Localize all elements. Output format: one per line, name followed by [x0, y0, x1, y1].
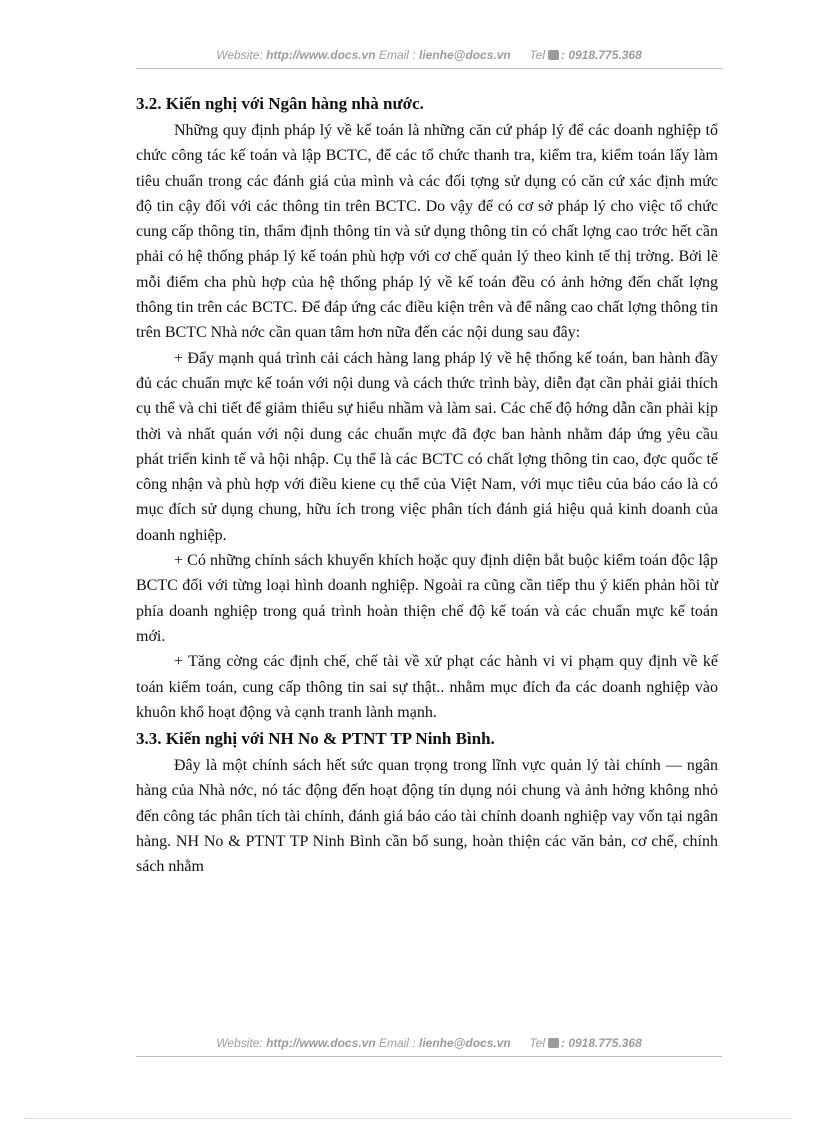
- header-email-link[interactable]: lienhe@docs.vn: [419, 48, 511, 62]
- footer-website-label: Website:: [216, 1036, 263, 1050]
- footer-tel-label: Tel: [529, 1036, 545, 1050]
- paragraph: + Đẩy mạnh quá trình cải cách hàng lang pháp lý về hệ thống kế toán, ban hành đầy đủ các chuẩn mực kế toán với nội dung và cách thức trình bày, diễn đạt cần phải giải thích cụ thể và chi tiết để giảm thiểu sự hiểu nhầm và làm sai. Các chế độ hớng dẫn cần phải kịp thời và nhất quán với nội dung các chuẩn mực đã đợc ban hành nhằm đáp ứng yêu cầu phát triển kinh tế và hội nhập. Cụ thể là các BCTC có chất lợng thông tin cao, đợc quốc tế công nhận và phù hợp với điều kiene cụ thể của Việt Nam, với mục tiêu của báo cáo là có mục đích sử dụng chung, hữu ích trong việc phân tích đánh giá hiệu quả kinh doanh của doanh nghiệp.: [136, 349, 718, 544]
- header-website-link[interactable]: http://www.docs.vn: [266, 48, 376, 62]
- page-bottom-rule: [24, 1118, 792, 1119]
- page-header: [136, 44, 722, 69]
- footer-email-label: Email :: [378, 1036, 416, 1050]
- section-heading-3-3: 3.3. Kiến nghị với NH No & PTNT TP Ninh Bình.: [136, 729, 495, 749]
- header-tel-label: Tel: [529, 48, 545, 62]
- paragraph: + Có những chính sách khuyến khích hoặc quy định diện bắt buộc kiểm toán độc lập BCTC đối với từng loại hình doanh nghiệp. Ngoài ra cũng cần tiếp thu ý kiến phản hồi từ phía doanh nghiệp trong quá trình hoàn thiện chế độ kế toán và các chuẩn mực kế toán mới.: [136, 552, 718, 645]
- footer-tel-value: : 0918.775.368: [561, 1036, 642, 1050]
- header-website-label: Website:: [216, 48, 263, 62]
- phone-icon: [548, 50, 559, 60]
- footer-website-link[interactable]: http://www.docs.vn: [266, 1036, 376, 1050]
- paragraph: Đây là một chính sách hết sức quan trọng trong lĩnh vực quản lý tài chính — ngân hàng của Nhà nớc, nó tác động đến hoạt động tín dụng nói chung và ảnh hởng không nhỏ đến công tác phân tích tài chính, đánh giá báo cáo tài chính doanh nghiệp vay vốn tại ngân hàng. NH No & PTNT TP Ninh Bình cần bổ sung, hoàn thiện các văn bản, cơ chế, chính sách nhằm: [136, 757, 718, 876]
- document-body: [136, 90, 718, 880]
- phone-icon: [548, 1038, 559, 1048]
- section-heading-3-2: 3.2. Kiến nghị với Ngân hàng nhà nước.: [136, 94, 424, 113]
- paragraph: Những quy định pháp lý về kế toán là những căn cứ pháp lý để các doanh nghiệp tổ chức công tác kế toán và lập BCTC, để các tổ chức thanh tra, kiểm tra, kiểm toán lấy làm tiêu chuẩn trong các đánh giá của mình và các đối tợng sử dụng có căn cứ xác định mức độ tin cậy đối với các thông tin trên BCTC. Do vậy để có cơ sở pháp lý cho việc tổ chức cung cấp thông tin, thẩm định thông tin và sử dụng thông tin có chất lợng cao trớc hết cần phải có hệ thống pháp lý kế toán phù hợp với cơ chế quản lý theo kinh tế thị trờng. Bởi lẽ mỗi điểm cha phù hợp của hệ thống pháp lý về kế toán đều có ảnh hởng đến chất lợng thông tin trên các BCTC. Để đáp ứng các điều kiện trên và để nâng cao chất lợng thông tin trên BCTC Nhà nớc cần quan tâm hơn nữa đến các nội dung sau đây:: [136, 122, 718, 342]
- footer-email-link[interactable]: lienhe@docs.vn: [419, 1036, 511, 1050]
- page-footer: [136, 1032, 722, 1057]
- header-email-label: Email :: [378, 48, 416, 62]
- header-tel-value: : 0918.775.368: [561, 48, 642, 62]
- paragraph: + Tăng cờng các định chế, chế tài về xử phạt các hành vi vi phạm quy định về kế toán kiểm toán, cung cấp thông tin sai sự thật.. nhằm mục đích đa các doanh nghiệp vào khuôn khổ hoạt động và cạnh tranh lành mạnh.: [136, 653, 718, 721]
